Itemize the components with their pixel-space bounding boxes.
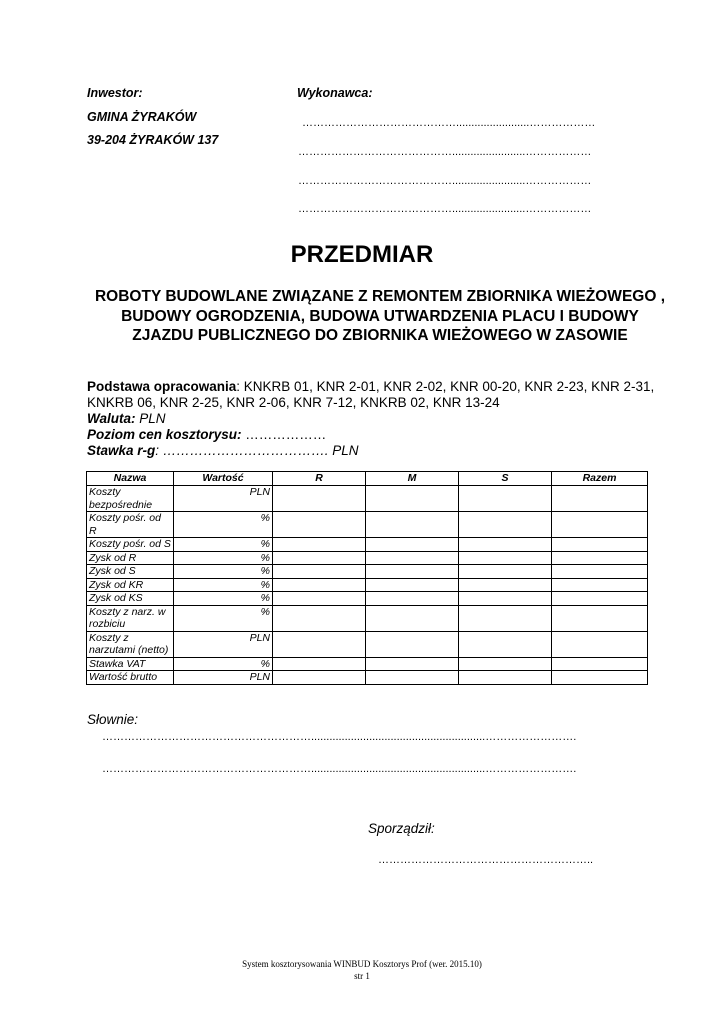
row-name: Koszty pośr. od S	[87, 538, 174, 552]
cell-total	[552, 657, 648, 671]
row-name: Zysk od S	[87, 565, 174, 579]
currency-label: Waluta:	[87, 411, 136, 426]
footer-page-number: str 1	[354, 971, 370, 981]
table-row	[87, 565, 648, 579]
cell-r	[273, 657, 366, 671]
document-subtitle: ROBOTY BUDOWLANE ZWIĄZANE Z REMONTEM ZBIORNIKA WIEŻOWEGO , BUDOWY OGRODZENIA, BUDOWA UTWARDZENIA PLACU I BUDOWY ZJAZDU PUBLICZNEGO DO ZBIORNIKA WIEŻOWEGO W ZASOWIE	[94, 288, 666, 344]
row-unit: %	[174, 578, 273, 592]
table-row	[87, 657, 648, 671]
row-unit: %	[174, 551, 273, 565]
row-unit: PLN	[174, 671, 273, 685]
cell-s	[459, 671, 552, 685]
cell-s	[459, 631, 552, 657]
table-row	[87, 605, 648, 631]
cell-r	[273, 486, 366, 512]
row-unit: %	[174, 605, 273, 631]
cell-s	[459, 592, 552, 606]
row-name: Koszty z narzutami (netto)	[87, 631, 174, 657]
column-header: Wartość	[174, 472, 273, 486]
cell-m	[366, 565, 459, 579]
cell-m	[366, 592, 459, 606]
cell-r	[273, 512, 366, 538]
investor-label: Inwestor:	[87, 86, 143, 100]
contractor-line: ……………………………………........................………………	[298, 203, 592, 215]
basis-value-2: KNKRB 06, KNR 2-25, KNR 2-06, KNR 7-12, KNKRB 02, KNR 13-24	[87, 395, 500, 410]
column-header: S	[459, 472, 552, 486]
table-row	[87, 631, 648, 657]
row-name: Zysk od R	[87, 551, 174, 565]
column-header: Razem	[552, 472, 648, 486]
cell-m	[366, 551, 459, 565]
cell-total	[552, 631, 648, 657]
cell-s	[459, 538, 552, 552]
basis-value: : KNKRB 01, KNR 2-01, KNR 2-02, KNR 00-20, KNR 2-23, KNR 2-31,	[236, 379, 655, 394]
table-row	[87, 592, 648, 606]
cell-m	[366, 605, 459, 631]
prepared-by-label: Sporządził:	[368, 821, 435, 836]
contractor-line: ……………………………………........................………………	[298, 175, 592, 187]
row-unit: PLN	[174, 631, 273, 657]
cell-total	[552, 565, 648, 579]
table-row	[87, 578, 648, 592]
price-level-value: ………………	[241, 427, 327, 442]
row-name: Koszty z narz. w rozbiciu	[87, 605, 174, 631]
document-title: PRZEDMIAR	[290, 241, 434, 268]
cell-m	[366, 486, 459, 512]
rate-line	[87, 443, 359, 459]
rate-value: : ………………………………. PLN	[155, 443, 359, 458]
table-row	[87, 538, 648, 552]
price-level-label: Poziom cen kosztorysu:	[87, 427, 242, 442]
prepared-by-line: …………………………………………………..	[378, 854, 594, 866]
investor-name: GMINA ŻYRAKÓW	[87, 110, 197, 124]
cell-m	[366, 631, 459, 657]
cell-m	[366, 512, 459, 538]
cell-m	[366, 657, 459, 671]
cell-total	[552, 512, 648, 538]
cell-total	[552, 592, 648, 606]
table-row	[87, 671, 648, 685]
cell-total	[552, 605, 648, 631]
cell-r	[273, 578, 366, 592]
cell-total	[552, 671, 648, 685]
rate-label: Stawka r-g	[87, 443, 156, 458]
verbally-line: ………………………………………………….........................................................…………………….	[102, 763, 577, 775]
cell-s	[459, 605, 552, 631]
row-unit: %	[174, 592, 273, 606]
row-unit: %	[174, 657, 273, 671]
row-name: Koszty pośr. od R	[87, 512, 174, 538]
row-name: Koszty bezpośrednie	[87, 486, 174, 512]
price-level-line	[87, 427, 326, 443]
cell-r	[273, 605, 366, 631]
row-name: Zysk od KS	[87, 592, 174, 606]
cell-total	[552, 538, 648, 552]
cell-r	[273, 631, 366, 657]
contractor-line: ……………………………………........................………………	[298, 146, 592, 158]
cell-m	[366, 578, 459, 592]
cell-s	[459, 565, 552, 579]
cell-r	[273, 592, 366, 606]
cell-s	[459, 578, 552, 592]
currency-line	[87, 411, 166, 427]
basis-label: Podstawa opracowania	[87, 379, 237, 394]
column-header: R	[273, 472, 366, 486]
row-name: Stawka VAT	[87, 657, 174, 671]
table-row	[87, 551, 648, 565]
currency-value: PLN	[135, 411, 166, 426]
verbally-line: ………………………………………………….........................................................…………………….	[102, 731, 577, 743]
table-header-row	[87, 472, 648, 486]
contractor-line: ……………………………………........................………………	[302, 117, 596, 129]
cell-m	[366, 671, 459, 685]
column-header: M	[366, 472, 459, 486]
cell-m	[366, 538, 459, 552]
row-unit: PLN	[174, 486, 273, 512]
footer-system: System kosztorysowania WINBUD Kosztorys Prof (wer. 2015.10)	[242, 959, 482, 969]
verbally-label: Słownie:	[87, 712, 139, 727]
cell-r	[273, 538, 366, 552]
cell-s	[459, 657, 552, 671]
cell-r	[273, 671, 366, 685]
cell-total	[552, 551, 648, 565]
row-unit: %	[174, 565, 273, 579]
cell-s	[459, 512, 552, 538]
basis-line	[87, 379, 654, 395]
row-unit: %	[174, 538, 273, 552]
row-unit: %	[174, 512, 273, 538]
table-row	[87, 486, 648, 512]
cell-r	[273, 551, 366, 565]
column-header: Nazwa	[87, 472, 174, 486]
table-row	[87, 512, 648, 538]
cell-total	[552, 486, 648, 512]
cell-s	[459, 551, 552, 565]
cell-r	[273, 565, 366, 579]
cell-total	[552, 578, 648, 592]
investor-address: 39-204 ŻYRAKÓW 137	[87, 133, 219, 147]
cell-s	[459, 486, 552, 512]
contractor-label: Wykonawca:	[297, 86, 373, 100]
row-name: Zysk od KR	[87, 578, 174, 592]
row-name: Wartość brutto	[87, 671, 174, 685]
cost-summary-table	[86, 471, 648, 685]
